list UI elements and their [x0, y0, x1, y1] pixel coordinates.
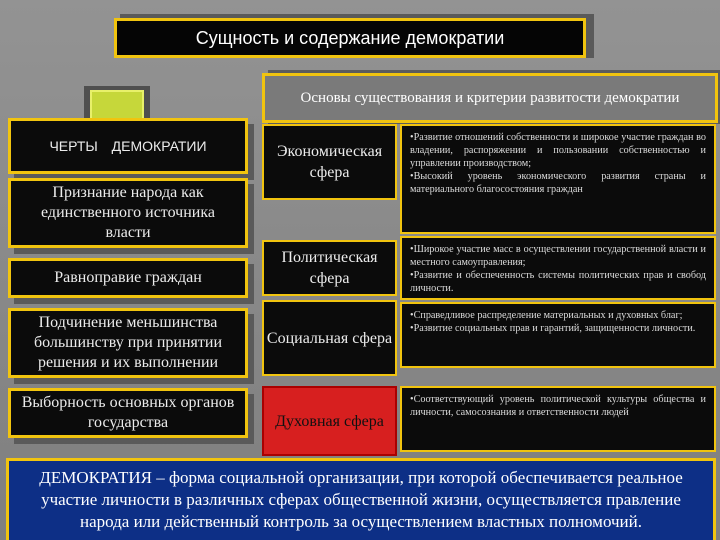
sphere-economic	[262, 124, 397, 200]
sphere-spiritual-label: Духовная сфера	[275, 412, 384, 430]
features-heading-text: ЧЕРТЫ ДЕМОКРАТИИ	[49, 138, 207, 154]
criterion-text: •Развитие и обеспеченность системы политических прав и свобод личности.	[410, 270, 706, 294]
criteria-heading-text: Основы существования и критерии развитости демократии	[300, 90, 680, 106]
sphere-economic-description	[400, 124, 716, 234]
sphere-economic-label: Экономическая сфера	[276, 143, 383, 181]
criterion-text: •Соответствующий уровень политической культуры общества и личности, самосознания и ответственности людей	[410, 394, 706, 418]
sphere-political-description	[400, 236, 716, 300]
sphere-spiritual	[262, 386, 397, 456]
feature-item-text: Признание народа как единственного источника власти	[41, 184, 215, 241]
criteria-heading	[262, 73, 718, 123]
page-title-text: Сущность и содержание демократии	[195, 27, 505, 48]
sphere-political	[262, 240, 397, 296]
sphere-political-label: Политическая сфера	[281, 249, 378, 287]
democracy-definition	[6, 458, 716, 540]
features-heading	[8, 118, 248, 174]
sphere-social-description	[400, 302, 716, 368]
page-title	[114, 18, 586, 58]
criterion-text: •Широкое участие масс в осуществлении государственной власти и местного самоуправления;	[410, 244, 706, 268]
feature-item	[8, 308, 248, 378]
connector-bar	[90, 90, 144, 120]
criterion-text: •Развитие социальных прав и гарантий, защищенности личности.	[410, 323, 696, 334]
criterion-text: •Высокий уровень экономического развития страны и материального благосостояния граждан	[410, 171, 706, 195]
feature-item	[8, 178, 248, 248]
sphere-social-label: Социальная сфера	[266, 329, 393, 347]
sphere-social	[262, 300, 397, 376]
definition-text: – форма социальной организации, при которой обеспечивается реальное участие личности в различных сферах общественной жизни, осуществляется правление народа или действенный контроль за осуществлением властных полномочий.	[41, 468, 683, 531]
criterion-text: •Развитие отношений собственности и широкое участие граждан во владении, распоряжении и пользовании собственностью и управлении производством;	[410, 132, 706, 169]
sphere-spiritual-description	[400, 386, 716, 452]
definition-term: ДЕМОКРАТИЯ	[39, 468, 153, 487]
feature-item	[8, 258, 248, 298]
feature-item	[8, 388, 248, 438]
feature-item-text: Выборность основных органов государства	[21, 394, 235, 431]
feature-item-text: Равноправие граждан	[54, 269, 202, 286]
feature-item-text: Подчинение меньшинства большинству при принятии решения и их выполнении	[33, 314, 223, 371]
criterion-text: •Справедливое распределение материальных и духовных благ;	[410, 310, 683, 321]
